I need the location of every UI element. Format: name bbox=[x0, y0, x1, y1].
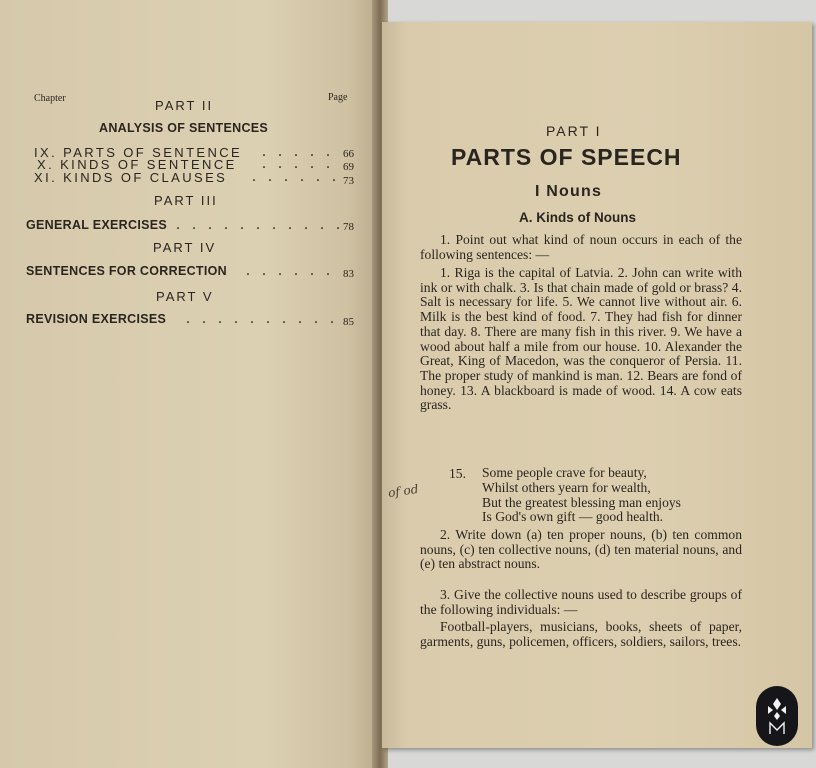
toc-part4-heading: PART IV bbox=[153, 240, 217, 255]
exercise-1-sentences: 1. Riga is the capital of Latvia. 2. John can write with ink or with chalk. 3. Is that chain made of gold or brass? 4. Salt is necessary for life. 5. We cannot live without air. 6. Milk is the best kind of food. 7. They had fish for dinner that day. 8. There are many fish in this river. 9. We have a wood about half a mile from our house. 10. Alexander the Great, King of Macedon, was the conqueror of Persia. 11. The proper study of mankind is man. 12. Bears are fond of honey. 13. A blackboard is made of wood. 14. A cow eats grass. bbox=[420, 265, 742, 413]
exercise-1-instruction: 1. Point out what kind of noun occurs in each of the following sentences: — bbox=[420, 232, 742, 262]
chapter-column-label: Chapter bbox=[34, 93, 66, 104]
part1-heading: PART I bbox=[546, 123, 602, 139]
toc-analysis-heading: ANALYSIS OF SENTENCES bbox=[99, 121, 269, 135]
poem-line: Is God's own gift — good health. bbox=[482, 509, 664, 525]
handwritten-note: of od bbox=[387, 481, 420, 501]
exercise-3-block bbox=[420, 588, 742, 617]
poem-line: Whilst others yearn for wealth, bbox=[482, 479, 651, 495]
toc-correction-page: 83 bbox=[343, 268, 354, 280]
toc-row-title: KINDS OF SENTENCE bbox=[60, 157, 237, 172]
toc-row-number: X. bbox=[37, 157, 55, 172]
exercise-1-intro bbox=[420, 233, 742, 262]
page-column-label: Page bbox=[328, 92, 348, 103]
toc-dots: . . . . . . . . . . bbox=[186, 310, 338, 327]
poem-line: But the greatest blessing man enjoys bbox=[482, 494, 681, 510]
toc-row-page: 66 bbox=[343, 148, 354, 160]
exercise-1-sentences-block bbox=[420, 266, 742, 413]
exercise-3-list-block bbox=[420, 620, 742, 649]
exercise-2: 2. Write down (a) ten proper nouns, (b) ten common nouns, (c) ten collective nouns, (d) ten material nouns, and (e) ten abstract nouns. bbox=[420, 527, 742, 572]
toc-part5-heading: PART V bbox=[156, 289, 214, 304]
toc-dots: . . . . . . bbox=[246, 262, 334, 279]
section-heading: A. Kinds of Nouns bbox=[519, 210, 636, 225]
watermark-logo-icon bbox=[756, 686, 798, 746]
toc-row-xi bbox=[34, 170, 227, 185]
toc-dots: . . . . . bbox=[262, 155, 334, 172]
toc-general-exercises: GENERAL EXERCISES bbox=[26, 218, 168, 232]
chapter-heading: I Nouns bbox=[535, 183, 603, 200]
toc-part3-heading: PART III bbox=[154, 193, 218, 208]
page-title: PARTS OF SPEECH bbox=[451, 144, 682, 170]
toc-row-page: 73 bbox=[343, 175, 354, 187]
toc-row-title: KINDS OF CLAUSES bbox=[63, 170, 228, 185]
toc-general-page: 78 bbox=[343, 221, 354, 233]
toc-revision-exercises: REVISION EXERCISES bbox=[26, 312, 167, 326]
toc-dots: . . . . . . . . . . . bbox=[176, 216, 344, 233]
exercise-3-instruction: 3. Give the collective nouns used to describe groups of the following individuals: — bbox=[420, 587, 742, 617]
toc-row-title: PARTS OF SENTENCE bbox=[63, 145, 243, 160]
toc-row-number: XI. bbox=[34, 170, 58, 185]
toc-row-page: 69 bbox=[343, 161, 354, 173]
toc-revision-page: 85 bbox=[343, 316, 354, 328]
poem bbox=[482, 466, 681, 525]
poem-line: Some people crave for beauty, bbox=[482, 465, 647, 480]
toc-row-number: IX. bbox=[34, 145, 58, 160]
toc-dots: . . . . . . bbox=[252, 168, 340, 185]
left-page bbox=[0, 0, 378, 768]
poem-number: 15. bbox=[449, 466, 466, 481]
exercise-3-list: Football-players, musicians, books, sheets of paper, garments, guns, policemen, officers, soldiers, sailors, trees. bbox=[420, 619, 742, 649]
toc-part2-heading: PART II bbox=[155, 98, 214, 113]
exercise-2-block bbox=[420, 528, 742, 572]
toc-sentences-correction: SENTENCES FOR CORRECTION bbox=[26, 264, 227, 278]
toc-dots: . . . . . bbox=[262, 143, 334, 160]
